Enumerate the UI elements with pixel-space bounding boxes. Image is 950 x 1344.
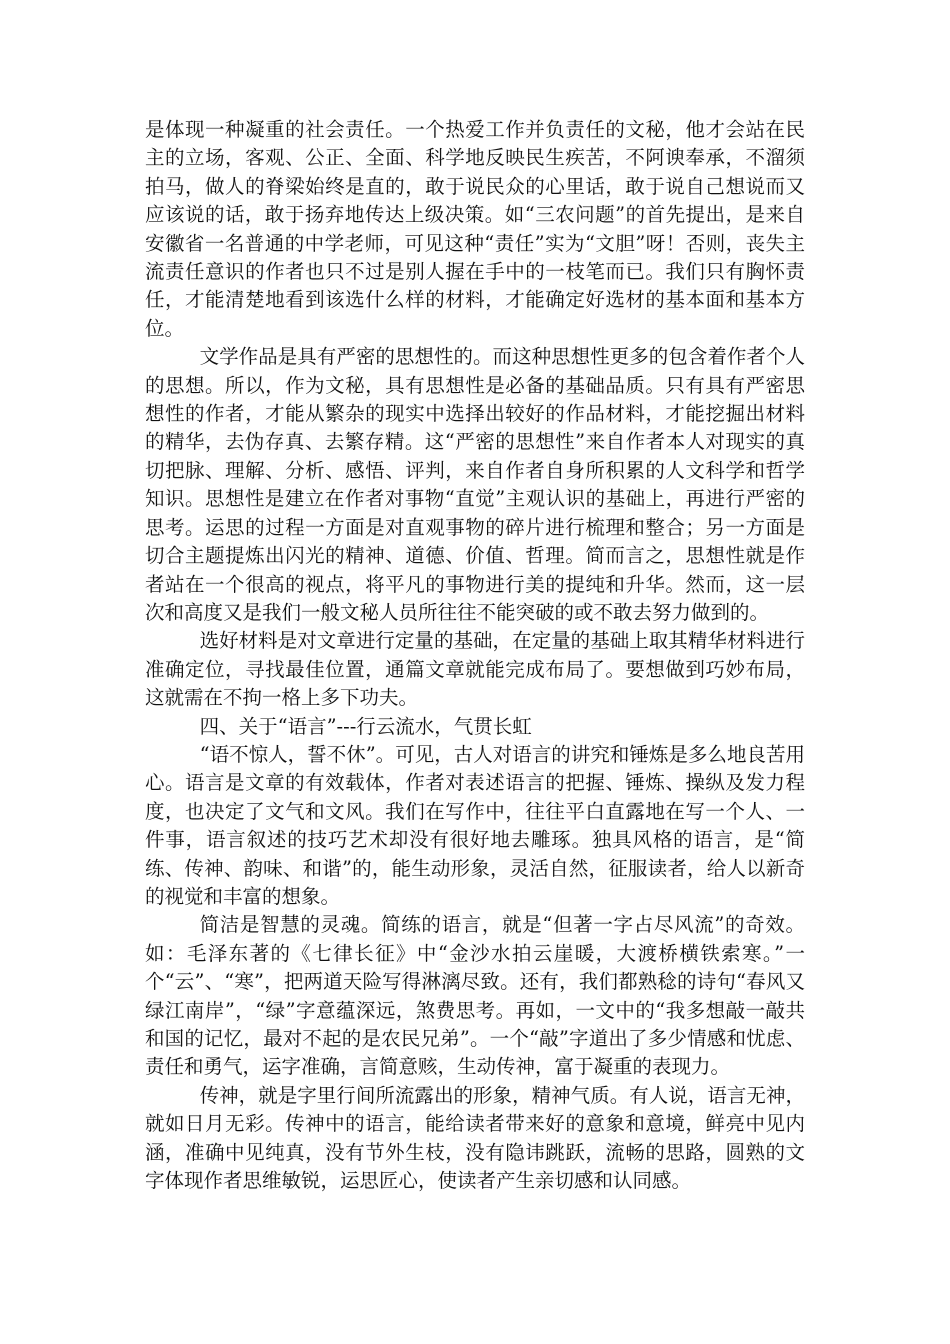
paragraph-concise: 简洁是智慧的灵魂。简练的语言，就是“但著一字占尽风流”的奇效。如：毛泽东著的《七律长征》中“金沙水拍云崖暖，大渡桥横铁索寒。”一个“云”、“寒”，把两道天险写得淋漓尽致。还有，我们都熟稔的诗句“春风又绿江南岸”，“绿”字意蕴深远，煞费思考。再如，一文中的“我多想敲一敲共和国的记忆，最对不起的是农民兄弟”。一个“敲”字道出了多少情感和忧虑、责任和勇气，运字准确，言简意赅，生动传神，富于凝重的表现力。 <box>145 913 805 1079</box>
paragraph-language: “语不惊人，誓不休”。可见，古人对语言的讲究和锤炼是多么地良苦用心。语言是文章的有效载体，作者对表述语言的把握、锤炼、操纵及发力程度，也决定了文气和文风。我们在写作中，往往平白直露地在写一个人、一件事，语言叙述的技巧艺术却没有很好地去雕琢。独具风格的语言，是“简练、传神、韵味、和谐”的，能生动形象，灵活自然，征服读者，给人以新奇的视觉和丰富的想象。 <box>145 742 805 908</box>
paragraph-vivid: 传神，就是字里行间所流露出的形象，精神气质。有人说，语言无神，就如日月无彩。传神中的语言，能给读者带来好的意象和意境，鲜亮中见内涵，准确中见纯真，没有节外生枝，没有隐讳跳跃，流畅的思路，圆熟的文字体现作者思维敏锐，运思匠心，使读者产生亲切感和认同感。 <box>145 1083 805 1193</box>
paragraph-material: 选好材料是对文章进行定量的基础，在定量的基础上取其精华材料进行准确定位，寻找最佳位置，通篇文章就能完成布局了。要想做到巧妙布局，这就需在不拘一格上多下功夫。 <box>145 629 805 710</box>
paragraph-thought: 文学作品是具有严密的思想性的。而这种思想性更多的包含着作者个人的思想。所以，作为文秘，具有思想性是必备的基础品质。只有具有严密思想性的作者，才能从繁杂的现实中选择出较好的作品材料，才能挖掘出材料的精华，去伪存真、去繁存精。这“严密的思想性”来自作者本人对现实的真切把脉、理解、分析、感悟、评判，来自作者自身所积累的人文科学和哲学知识。思想性是建立在作者对事物“直觉”主观认识的基础上，再进行严密的思考。运思的过程一方面是对直观事物的碎片进行梳理和整合；另一方面是切合主题提炼出闪光的精神、道德、价值、哲理。简而言之，思想性就是作者站在一个很高的视点，将平凡的事物进行美的提纯和升华。然而，这一层次和高度又是我们一般文秘人员所往往不能突破的或不敢去努力做到的。 <box>145 345 805 624</box>
section-heading-language: 四、关于“语言”---行云流水，气贯长虹 <box>199 714 532 738</box>
paragraph-responsibility: 是体现一种凝重的社会责任。一个热爱工作并负责任的文秘，他才会站在民主的立场，客观、公正、全面、科学地反映民生疾苦，不阿谀奉承，不溜须拍马，做人的脊梁始终是直的，敢于说民众的心里话，敢于说自己想说而又应该说的话，敢于扬弃地传达上级决策。如“三农问题”的首先提出，是来自安徽省一名普通的中学老师，可见这种“责任”实为“文胆”呀！否则，丧失主流责任意识的作者也只不过是别人握在手中的一枝笔而已。我们只有胸怀责任，才能清楚地看到该选什么样的材料，才能确定好选材的基本面和基本方位。 <box>145 118 805 340</box>
document-body <box>145 116 805 1195</box>
